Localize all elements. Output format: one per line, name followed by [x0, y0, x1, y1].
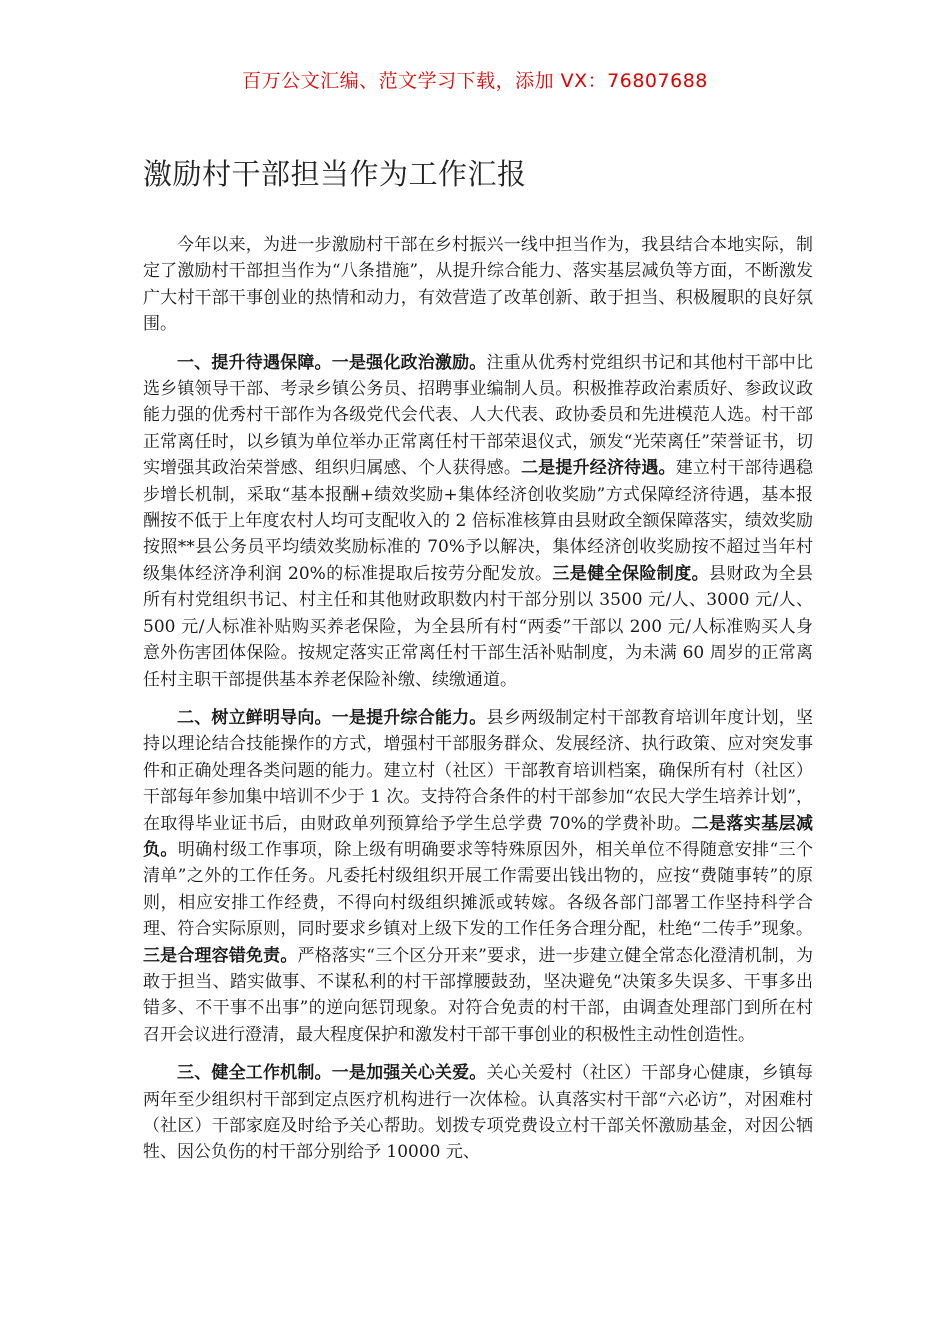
header-note: 百万公文汇编、范文学习下载，添加 VX：76807688: [242, 70, 708, 92]
text-run: 今年以来，为进一步激励村干部在乡村振兴一线中担当作为，我县结合本地实际，制定了激励村干部担当作为“八条措施”，从提升综合能力、落实基层减负等方面，不断激发广大村干部干事创业的热情和动力，有效营造了改革创新、敢于担当、积极履职的良好氛围。: [143, 235, 813, 335]
subsection-heading: 三是健全保险制度。: [552, 563, 709, 584]
section-heading: 一、提升待遇保障。一是强化政治激励。: [177, 352, 487, 373]
paragraph-section-1: [143, 350, 813, 693]
text-run: 县乡两级制定村干部教育培训年度计划，坚持以理论结合技能操作的方式，增强村干部服务群众、发展经济、执行政策、应对突发事件和正确处理各类问题的能力。建立村（社区）干部教育培训档案，确保所有村（社区）干部每年参加集中培训不少于 1 次。支持符合条件的村干部参加“农民大学生培养计划”，在取得毕业证书后，由财政单列预算给予学生总学费 70%的学费补助。: [143, 707, 813, 834]
subsection-heading: 三是合理容错免责。: [143, 945, 298, 966]
document-title: 激励村干部担当作为工作汇报: [143, 157, 527, 191]
paragraph-section-3: [143, 1060, 813, 1166]
section-heading: 二、树立鲜明导向。一是提升综合能力。: [177, 707, 487, 728]
subsection-heading: 二是提升经济待遇。: [521, 458, 676, 479]
document-body: [143, 232, 813, 1178]
text-run: 注重从优秀村党组织书记和其他村干部中比选乡镇领导干部、考录乡镇公务员、招聘事业编制人员。积极推荐政治素质好、参政议政能力强的优秀村干部作为各级党代会代表、人大代表、政协委员和先进模范人选。村干部正常离任时，以乡镇为单位举办正常离任村干部荣退仪式，颁发“光荣离任”荣誉证书，切实增强其政治荣誉感、组织归属感、个人获得感。: [143, 352, 813, 479]
paragraph-intro: [143, 232, 813, 338]
text-run: 建立村干部待遇稳步增长机制，采取“基本报酬+绩效奖励+集体经济创收奖励”方式保障经济待遇，基本报酬按不低于上年度农村人均可支配收入的 2 倍标准核算由县财政全额保障落实，绩效奖励按照**县公务员平均绩效奖励标准的 70%予以解决，集体经济创收奖励按不超过当年村级集体经济净利润 20%的标准提取后按劳分配发放。: [143, 458, 814, 584]
text-run: 县财政为全县所有村党组织书记、村主任和其他财政职数内村干部分别以 3500 元/人、3000 元/人、500 元/人标准补贴购买养老保险，为全县所有村“两委”干部以 200 元/人标准购买人身意外伤害团体保险。按规定落实正常离任村干部生活补贴制度，为未满 60 周岁的正常离任村主职干部提供基本养老保险补缴、续缴通道。: [143, 563, 813, 690]
text-run: 严格落实“三个区分开来”要求，进一步建立健全常态化澄清机制，为敢于担当、踏实做事、不谋私利的村干部撑腰鼓劲，坚决避免“决策多失误多、干事多出错多、不干事不出事”的逆向惩罚现象。对符合免责的村干部，由调查处理部门到所在村召开会议进行澄清，最大程度保护和激发村干部干事创业的积极性主动性创造性。: [143, 945, 813, 1045]
paragraph-section-2: [143, 705, 813, 1048]
section-heading: 三、健全工作机制。一是加强关心关爱。: [177, 1063, 487, 1084]
text-run: 明确村级工作事项，除上级有明确要求等特殊原因外，相关单位不得随意安排“三个清单”之外的工作任务。凡委托村级组织开展工作需要出钱出物的，应按“费随事转”的原则，相应安排工作经费，不得向村级组织摊派或转嫁。各级各部门部署工作坚持科学合理、符合实际原则，同时要求乡镇对上级下发的工作任务合理分配，杜绝“二传手”现象。: [143, 839, 813, 940]
subsection-heading: 二是落实基层减负。: [143, 813, 813, 860]
text-run: 关心关爱村（社区）干部身心健康，乡镇每两年至少组织村干部到定点医疗机构进行一次体检。认真落实村干部“六必访”，对困难村（社区）干部家庭及时给予关心帮助。划拨专项党费设立村干部关怀激励基金，对因公牺牲、因公负伤的村干部分别给予 10000 元、: [143, 1063, 813, 1163]
